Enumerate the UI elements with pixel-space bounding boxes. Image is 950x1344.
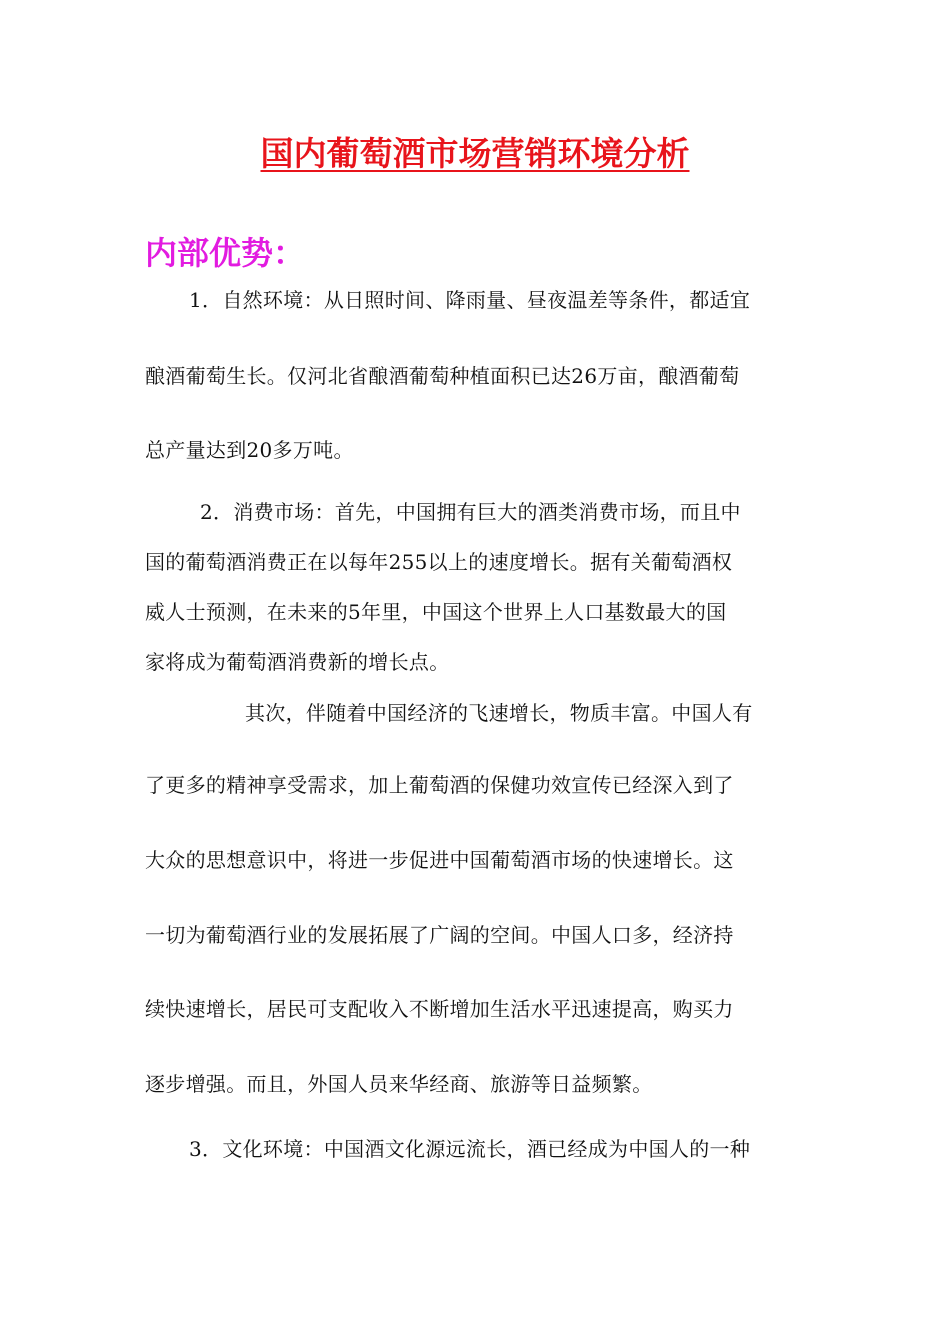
document-title: 国内葡萄酒市场营销环境分析: [260, 134, 690, 173]
paragraph-line: 了更多的精神享受需求，加上葡萄酒的保健功效宣传已经深入到了: [145, 773, 734, 797]
paragraph-line: 酿酒葡萄生长。仅河北省酿酒葡萄种植面积已达26万亩，酿酒葡萄: [145, 364, 740, 388]
paragraph-line: 大众的思想意识中，将进一步促进中国葡萄酒市场的快速增长。这: [145, 848, 734, 872]
paragraph-line: 威人士预测，在未来的5年里，中国这个世界上人口基数最大的国: [145, 600, 727, 624]
paragraph-line: 总产量达到20多万吨。: [145, 438, 354, 462]
paragraph-line: 续快速增长，居民可支配收入不断增加生活水平迅速提高，购买力: [145, 997, 734, 1021]
paragraph-line: 2．消费市场：首先，中国拥有巨大的酒类消费市场，而且中: [200, 500, 741, 524]
paragraph-line: 家将成为葡萄酒消费新的增长点。: [145, 650, 450, 674]
paragraph-line: 逐步增强。而且，外国人员来华经商、旅游等日益频繁。: [145, 1072, 653, 1096]
paragraph-line: 3．文化环境：中国酒文化源远流长，酒已经成为中国人的一种: [189, 1137, 751, 1161]
paragraph-line: 1．自然环境：从日照时间、降雨量、昼夜温差等条件，都适宜: [189, 288, 751, 312]
paragraph-line: 国的葡萄酒消费正在以每年255以上的速度增长。据有关葡萄酒权: [145, 550, 733, 574]
section-heading: 内部优势：: [145, 234, 306, 272]
paragraph-line: 一切为葡萄酒行业的发展拓展了广阔的空间。中国人口多，经济持: [145, 923, 734, 947]
paragraph-line: 其次，伴随着中国经济的飞速增长，物质丰富。中国人有: [245, 701, 753, 725]
